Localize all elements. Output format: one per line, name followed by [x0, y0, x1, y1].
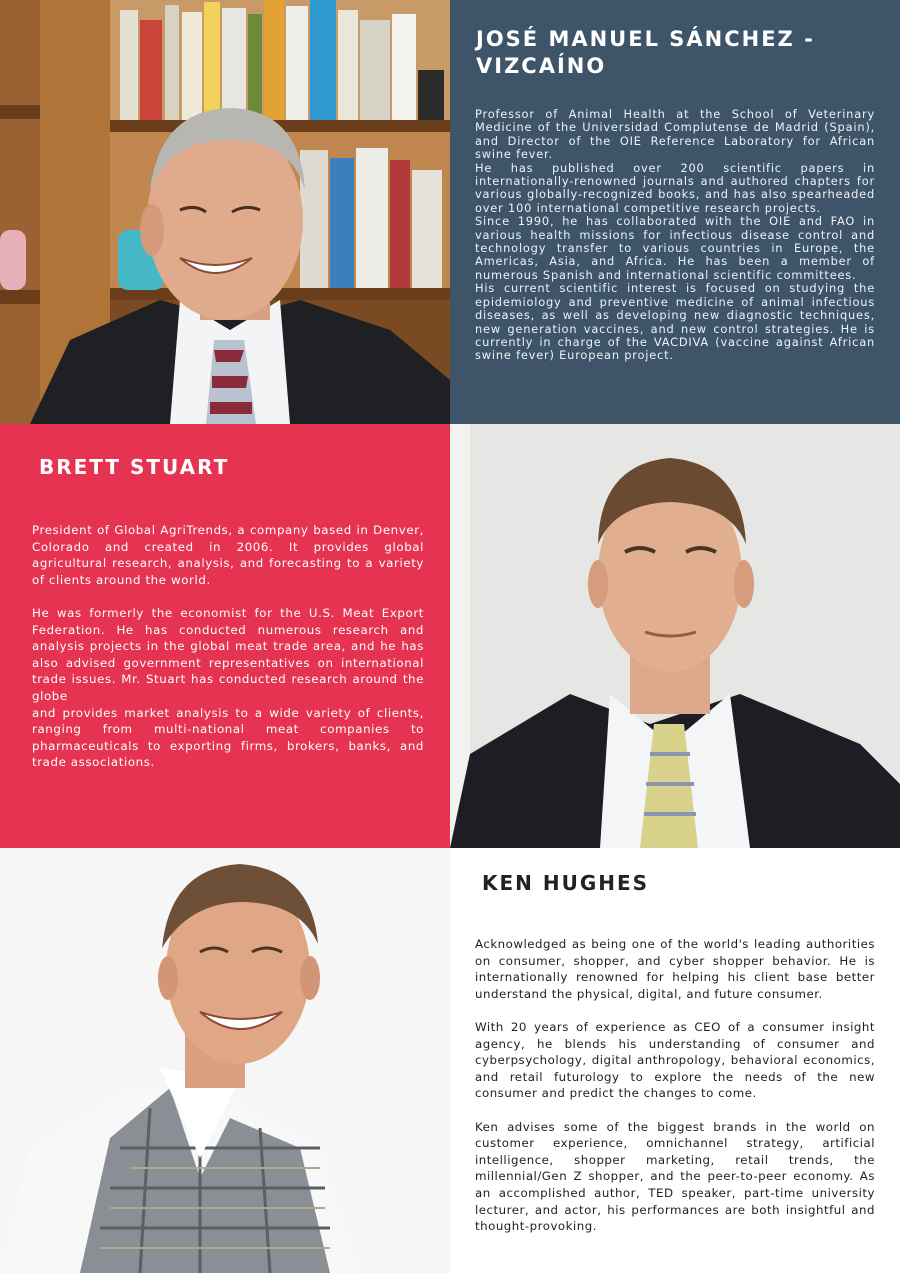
bio-paragraph: Ken advises some of the biggest brands in the world on customer experience, omnichannel strategy, artificial intelligence, shopper marketing, retail trends, the millennial/Gen Z shopper, and the peer-to-peer economy. As an accomplished author, TED speaker, part-time university lecturer, and actor, his performances are both insightful and thought-provoking.	[475, 1119, 875, 1234]
photo-brett-stuart	[450, 424, 900, 848]
speaker-bio	[475, 108, 875, 363]
bio-paragraph: He was formerly the economist for the U.S. Meat Export Federation. He has conducted numerous research and analysis projects in the global meat trade area, and he has also advised government representatives on international trade issues. Mr. Stuart has conducted research around the globe	[32, 605, 424, 703]
speaker-name: KEN HUGHES	[482, 871, 650, 895]
bio-panel-brett-stuart	[0, 424, 450, 848]
bio-panel-ken-hughes	[450, 848, 900, 1273]
photo-jose-manuel-sanchez-vizcaino	[0, 0, 450, 424]
bio-paragraph: President of Global AgriTrends, a company based in Denver, Colorado and created in 2006. It provides global agricultural research, analysis, and forecasting to a variety of clients around the world.	[32, 523, 424, 587]
speaker-name: JOSÉ MANUEL SÁNCHEZ - VIZCAÍNO	[476, 27, 815, 78]
photo-ken-hughes	[0, 848, 450, 1273]
speaker-bio	[32, 522, 424, 771]
bio-paragraph: Professor of Animal Health at the School of Veterinary Medicine of the Universidad Complutense de Madrid (Spain), and Director of the OIE Reference Laboratory for African swine fever.	[475, 107, 875, 162]
bio-panel-jose-manuel	[450, 0, 900, 424]
bio-paragraph: With 20 years of experience as CEO of a consumer insight agency, he blends his understanding of consumer and cyberpsychology, digital anthropology, behavioral economics, and retail futurology to explore the needs of the new consumer and predict the changes to come.	[475, 1019, 875, 1101]
bio-paragraph: Acknowledged as being one of the world's leading authorities on consumer, shopper, and cyber shopper behavior. He is internationally renowned for helping his client base better understand the physical, digital, and future consumer.	[475, 937, 875, 1001]
bio-paragraph: Since 1990, he has collaborated with the OIE and FAO in various health missions for infectious disease control and technology transfer to various countries in Europe, the Americas, Asia, and Africa. He has been a member of numerous Spanish and international scientific committees.	[475, 214, 875, 282]
speaker-name: BRETT STUART	[39, 455, 230, 479]
bio-paragraph: and provides market analysis to a wide variety of clients, ranging from multi-national meat companies to pharmaceuticals to exporting firms, brokers, banks, and trade associations.	[32, 705, 424, 770]
bio-paragraph: His current scientific interest is focused on studying the epidemiology and preventive medicine of animal infectious diseases, as well as developing new diagnostic techniques, new generation vaccines, and new control strategies. He is currently in charge of the VACDIVA (vaccine against African swine fever) European project.	[475, 281, 875, 363]
speaker-bio	[475, 936, 875, 1235]
bio-paragraph: He has published over 200 scientific papers in internationally-renowned journals and authored chapters for various globally-recognized books, and has also spearheaded over 100 international competitive research projects.	[475, 160, 875, 215]
